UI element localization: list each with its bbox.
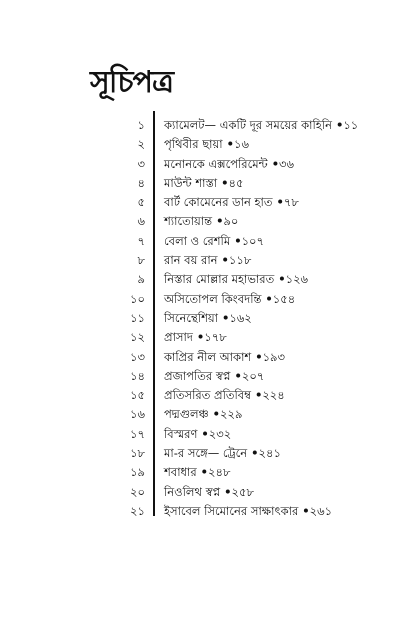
chapter-title: ইসাবেল সিমোনের সাক্ষাৎকার • (164, 504, 310, 518)
chapter-title: বিস্মরণ • (164, 427, 209, 441)
toc-row (0, 367, 400, 386)
page-number: ২২৯ (220, 407, 243, 422)
chapter-number: ২১ (130, 503, 145, 518)
toc-entry (164, 193, 299, 212)
toc-entry (164, 290, 295, 309)
chapter-title: ক্যামেলট— একটি দূর সময়ের কাহিনি • (164, 118, 343, 132)
chapter-title: শ্যাতোয়ান্ত • (164, 214, 223, 228)
chapter-number: ৯ (137, 272, 145, 287)
toc-entry (164, 405, 242, 424)
chapter-title: প্রাসাদ • (164, 330, 204, 344)
chapter-title: পৃথিবীর ছায়া • (164, 137, 234, 151)
toc-entry (164, 309, 252, 328)
chapter-title: মনোনকে এক্সপেরিমেন্ট • (164, 157, 279, 171)
chapter-title: শবাধার • (164, 465, 208, 479)
toc-row (0, 309, 400, 328)
page-number: ১৬২ (229, 310, 252, 325)
toc-row (0, 444, 400, 463)
toc-entry (164, 367, 264, 386)
page-number: ২০৭ (241, 368, 265, 383)
page-number: ১৯৩ (262, 349, 285, 364)
toc-row (0, 328, 400, 347)
toc-row (0, 251, 400, 270)
page-number: ২৪১ (258, 446, 281, 461)
chapter-number: ১১ (130, 310, 145, 325)
chapter-number: ১৯ (130, 465, 145, 480)
chapter-number: ১৭ (130, 426, 145, 441)
page-number: ২২৪ (262, 388, 285, 403)
toc-row (0, 425, 400, 444)
page-number: ৪৫ (228, 175, 244, 190)
chapter-number: ১৬ (130, 407, 145, 422)
chapter-number: ১৫ (130, 388, 145, 403)
toc-row (0, 232, 400, 251)
toc-row (0, 135, 400, 154)
table-of-contents (0, 116, 400, 521)
page-number: ১১৮ (228, 253, 252, 268)
chapter-number: ১২ (130, 330, 145, 345)
toc-entry (164, 232, 264, 251)
page-number: ২৪৮ (208, 465, 231, 480)
toc-row (0, 270, 400, 289)
chapter-number: ২০ (130, 484, 145, 499)
page-number: ২৫৮ (231, 484, 254, 499)
chapter-number: ১০ (130, 291, 145, 306)
chapter-title: বেলা ও রেশমি • (164, 234, 242, 248)
toc-entry (164, 251, 251, 270)
page-number: ২৬১ (309, 503, 333, 518)
chapter-title: প্রজাপতির স্বপ্ন • (164, 369, 242, 383)
chapter-number: ১৮ (130, 446, 145, 461)
page-number: ১৭৮ (204, 330, 227, 345)
toc-row (0, 212, 400, 231)
toc-row (0, 405, 400, 424)
toc-row (0, 463, 400, 482)
chapter-number: ২ (137, 137, 145, 152)
toc-row (0, 174, 400, 193)
chapter-number: ৩ (137, 156, 145, 171)
toc-entry (164, 270, 308, 289)
page-title: সূচিপত্র (90, 65, 173, 100)
chapter-number: ১৪ (130, 368, 145, 383)
toc-row (0, 483, 400, 502)
chapter-title: বার্ট কোমেনের ডান হাত • (164, 195, 284, 209)
toc-row (0, 193, 400, 212)
toc-row (0, 348, 400, 367)
toc-entry (164, 483, 254, 502)
toc-row (0, 502, 400, 521)
chapter-number: ৪ (137, 175, 145, 190)
chapter-number: ৭ (137, 233, 145, 248)
chapter-title: নিওলিথ স্বপ্ন • (164, 485, 232, 499)
chapter-number: ৬ (137, 214, 145, 229)
toc-row (0, 290, 400, 309)
toc-entry (164, 174, 243, 193)
page-number: ১১ (343, 118, 359, 132)
toc-entry (164, 212, 238, 231)
toc-entry (164, 386, 285, 405)
page-number: ১৫৪ (272, 291, 296, 306)
page-number: ৯০ (223, 214, 239, 229)
chapter-title: রান বয় রান • (164, 253, 229, 267)
chapter-title: সিনেন্থেশিয়া • (164, 311, 229, 325)
chapter-title: কাপ্রির নীল আকাশ • (164, 350, 263, 364)
toc-row (0, 386, 400, 405)
page-number: ১২৬ (285, 272, 309, 287)
page-number: ১০৭ (241, 233, 264, 248)
toc-entry (164, 502, 332, 521)
chapter-title: মাউন্ট শাস্তা • (164, 176, 229, 190)
chapter-number: ১৩ (130, 349, 145, 364)
chapter-number: ৮ (137, 253, 145, 268)
toc-entry (164, 155, 294, 174)
chapter-title: অসিতোপল কিংবদন্তি • (164, 292, 273, 306)
page-number: ৭৮ (283, 195, 299, 210)
chapter-number: ৫ (137, 195, 145, 210)
chapter-title: মা-র সঙ্গে— ট্রেনে • (164, 446, 259, 460)
toc-entry (164, 135, 249, 154)
toc-entry (164, 116, 358, 135)
toc-row (0, 116, 400, 135)
chapter-title: নিস্তার মোল্লার মহাভারত • (164, 272, 286, 286)
toc-entry (164, 444, 281, 463)
page-number: ১৬ (234, 137, 249, 152)
chapter-title: পদ্মগুলঞ্চ • (164, 407, 220, 421)
toc-entry (164, 463, 230, 482)
page-number: ২৩২ (208, 426, 232, 441)
chapter-number: ১ (137, 118, 145, 132)
toc-row (0, 155, 400, 174)
toc-entry (164, 348, 285, 367)
toc-entry (164, 328, 227, 347)
chapter-title: প্রতিসরিত প্রতিবিম্ব • (164, 388, 262, 402)
page-number: ৩৬ (279, 156, 295, 171)
toc-entry (164, 425, 231, 444)
